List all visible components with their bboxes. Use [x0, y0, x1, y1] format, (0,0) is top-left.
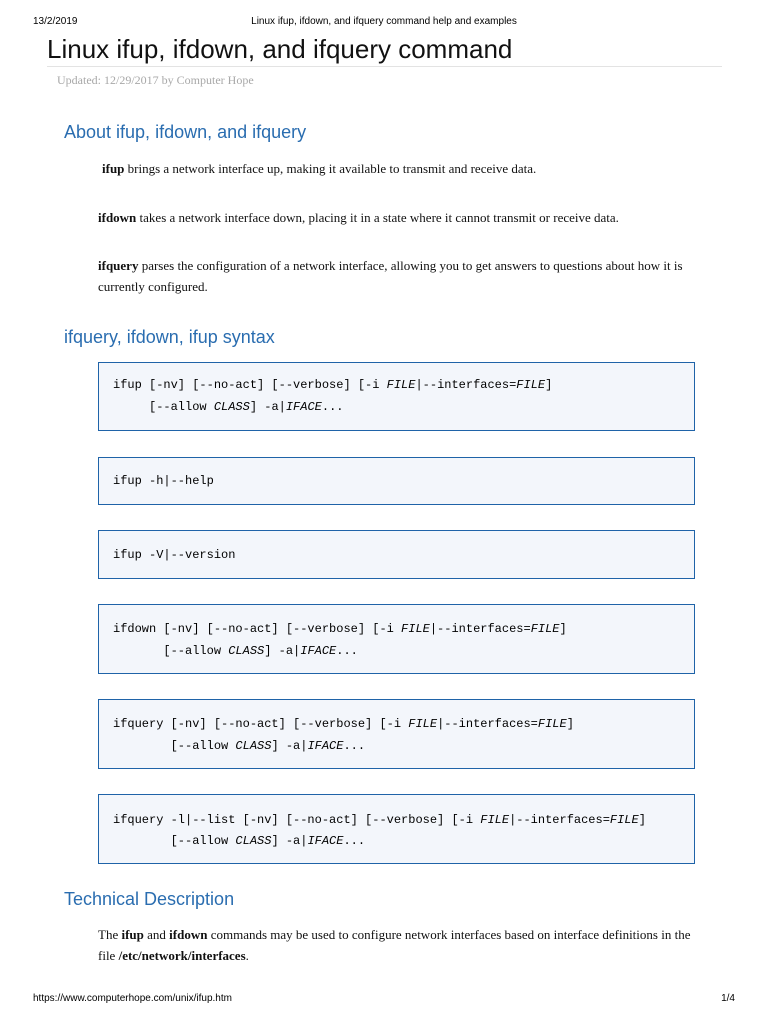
ifquery-text: parses the configuration of a network interface, allowing you to get answers to questions about how it is currently configured.	[98, 258, 683, 294]
ifup-text: brings a network interface up, making it available to transmit and receive data.	[124, 161, 537, 176]
print-page-number: 1/4	[721, 993, 735, 1004]
print-url: https://www.computerhope.com/unix/ifup.htm	[33, 993, 232, 1004]
ifup-description	[102, 158, 712, 179]
print-footer	[33, 993, 735, 1009]
print-header	[33, 16, 735, 32]
ifdown-text: takes a network interface down, placing it in a state where it cannot transmit or receive data.	[136, 210, 619, 225]
code-line: [--allow CLASS] -a|IFACE...	[113, 644, 358, 658]
technical-heading: Technical Description	[64, 889, 235, 909]
code-block-ifquery-list	[98, 794, 695, 864]
print-doc-title: Linux ifup, ifdown, and ifquery command help and examples	[251, 16, 517, 27]
updated-line: Updated: 12/29/2017 by Computer Hope	[57, 73, 254, 87]
code-line: [--allow CLASS] -a|IFACE...	[113, 400, 344, 414]
code-block-ifquery	[98, 699, 695, 769]
code-block-ifdown	[98, 604, 695, 674]
code-line: ifquery -l|--list [-nv] [--no-act] [--verbose] [-i FILE|--interfaces=FILE]	[113, 813, 646, 827]
title-divider	[47, 66, 722, 67]
code-line: ifup -h|--help	[113, 474, 214, 488]
ifdown-description	[98, 207, 708, 228]
code-block-ifup-version	[98, 530, 695, 579]
technical-description: The ifup and ifdown commands may be used to configure network interfaces based on interface definitions in the file /etc/network/interfaces.	[98, 927, 691, 963]
code-line: ifdown [-nv] [--no-act] [--verbose] [-i FILE|--interfaces=FILE]	[113, 622, 567, 636]
syntax-heading: ifquery, ifdown, ifup syntax	[64, 327, 275, 347]
ifup-term: ifup	[102, 161, 125, 176]
code-line: ifup [-nv] [--no-act] [--verbose] [-i FILE|--interfaces=FILE]	[113, 378, 553, 392]
code-block-ifup	[98, 362, 695, 431]
code-line: ifquery [-nv] [--no-act] [--verbose] [-i FILE|--interfaces=FILE]	[113, 717, 574, 731]
code-line: [--allow CLASS] -a|IFACE...	[113, 834, 366, 848]
code-block-ifup-help	[98, 457, 695, 505]
ifquery-term: ifquery	[98, 258, 139, 273]
code-line: ifup -V|--version	[113, 548, 236, 562]
code-line: [--allow CLASS] -a|IFACE...	[113, 739, 366, 753]
page-title: Linux ifup, ifdown, and ifquery command	[47, 34, 513, 64]
print-date: 13/2/2019	[33, 16, 78, 27]
ifdown-term: ifdown	[98, 210, 137, 225]
about-heading: About ifup, ifdown, and ifquery	[64, 122, 307, 142]
ifquery-description	[98, 255, 708, 297]
